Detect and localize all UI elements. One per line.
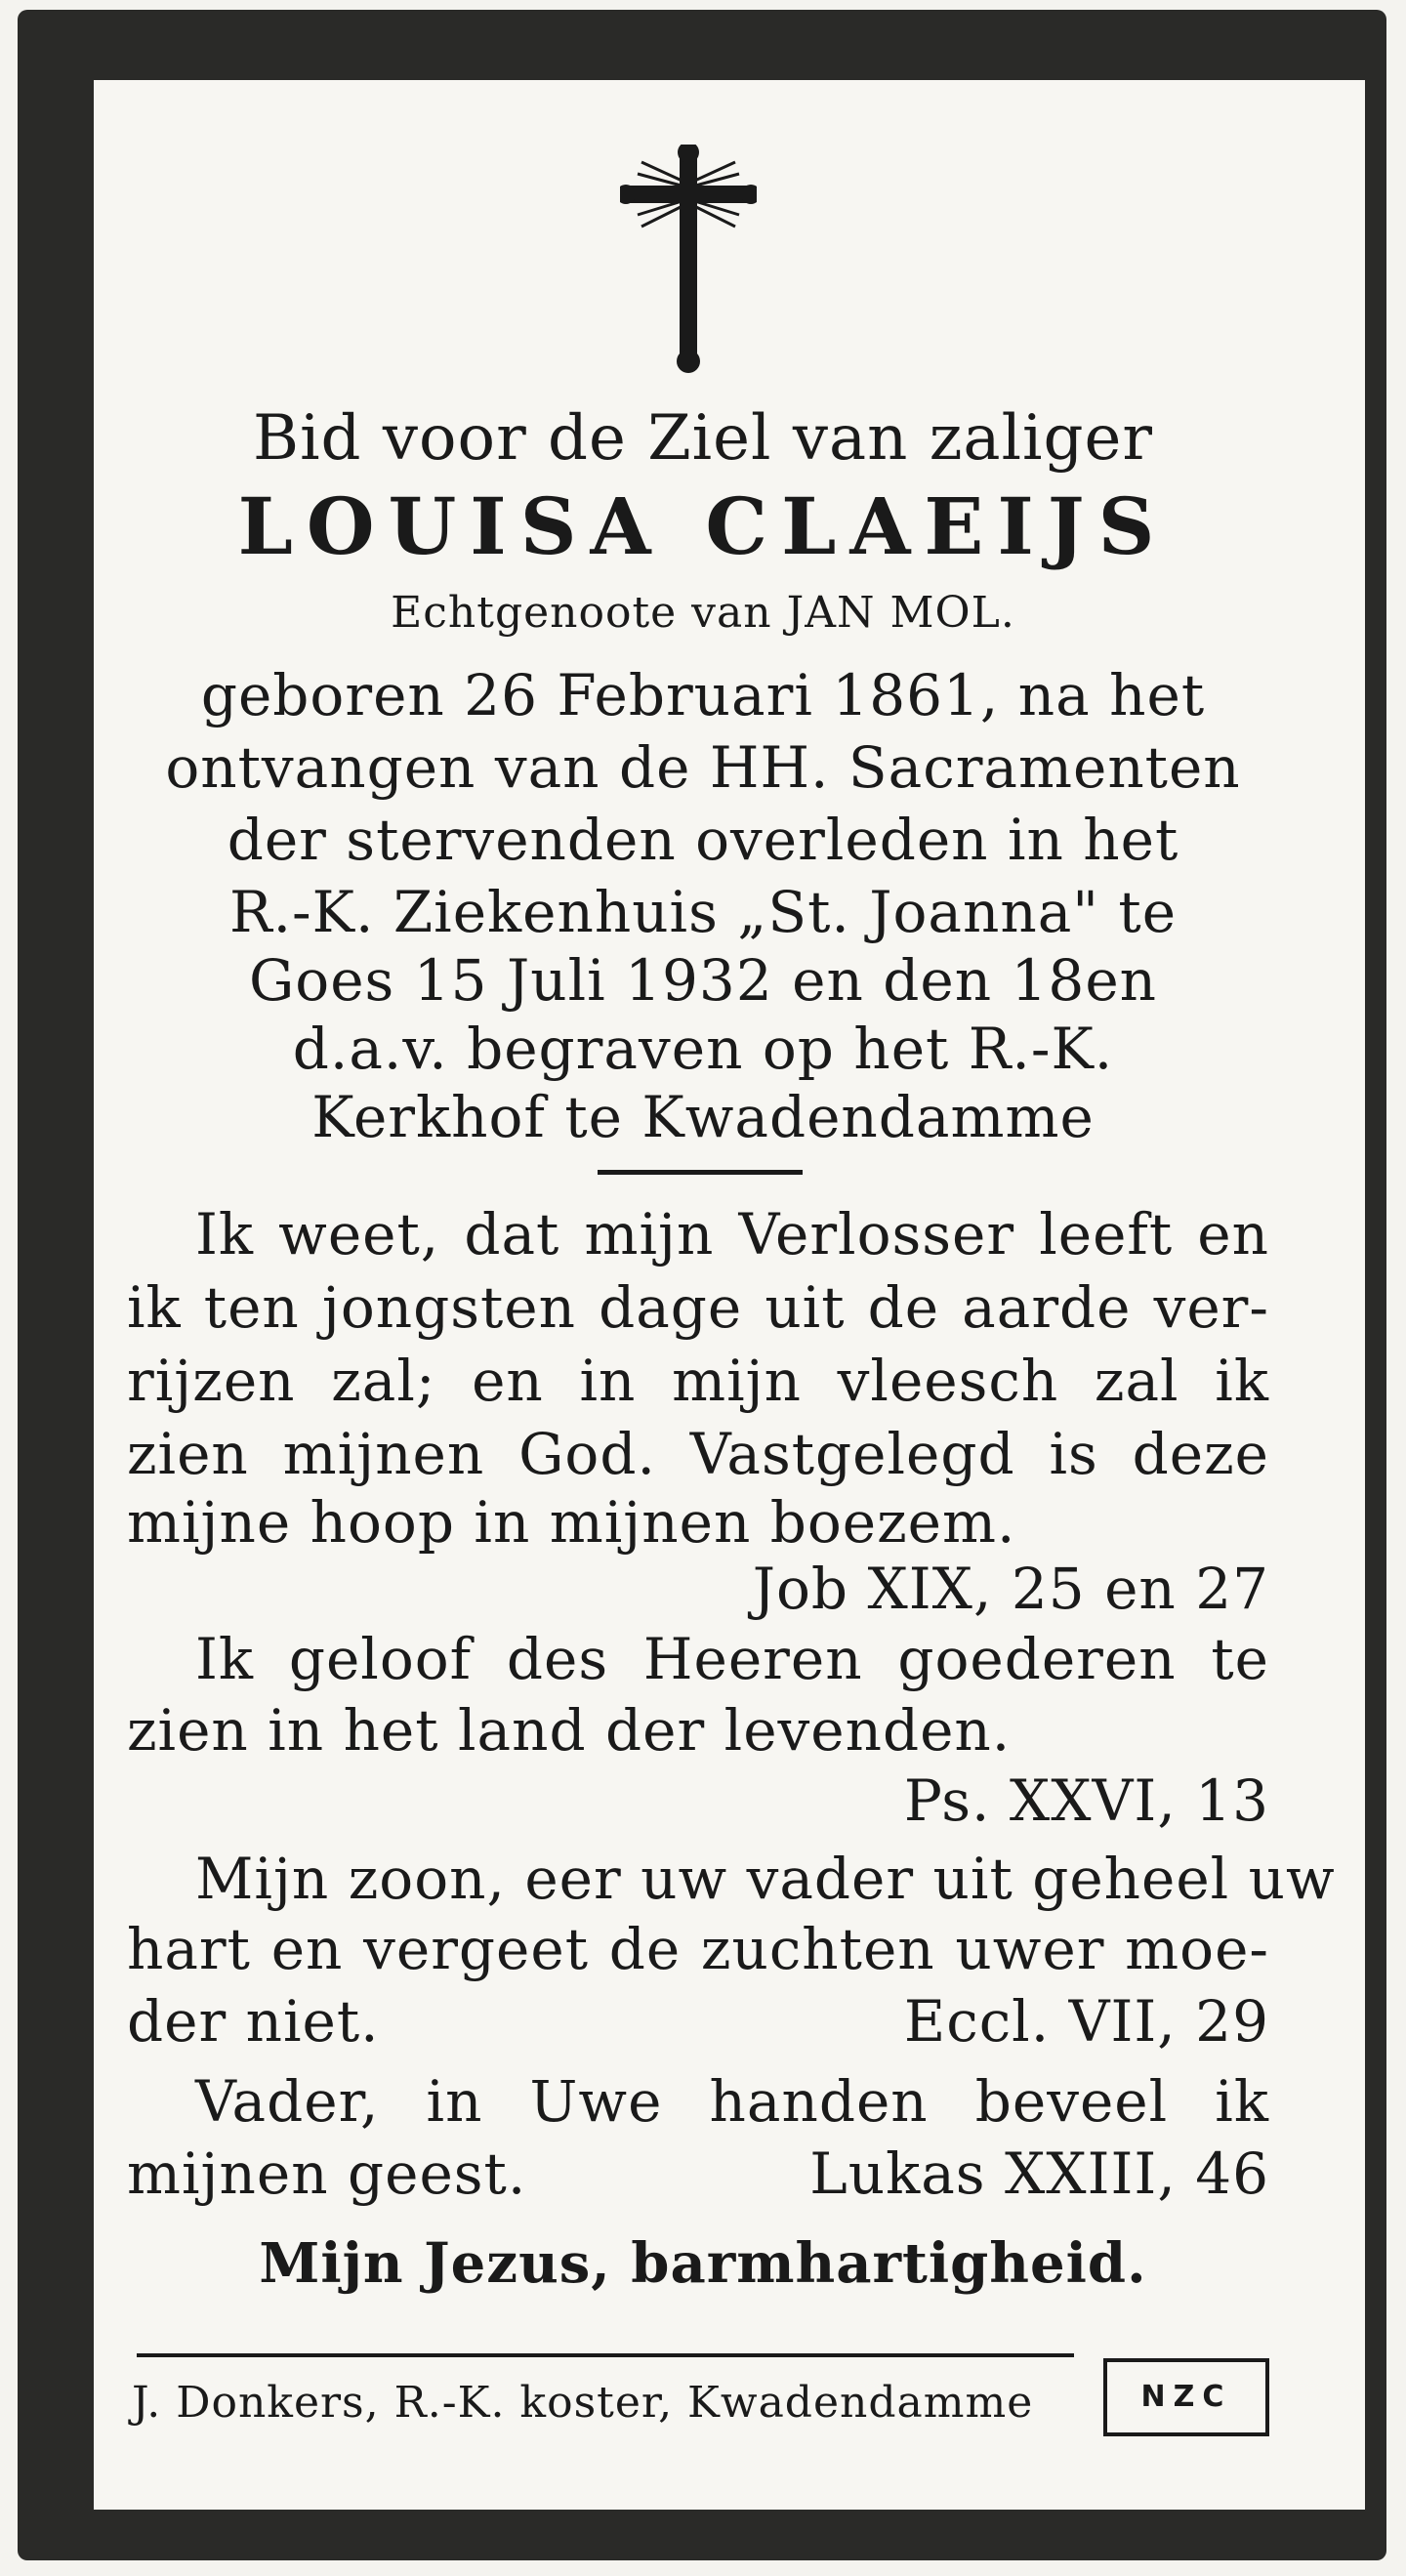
quote-line: zien in het land der levenden. [127,1697,1012,1764]
quote-line: Ik weet, dat mijn Verlosser leeft en [195,1201,1269,1267]
bio-line: der stervenden overleden in het [227,807,1179,873]
bio-line: R.-K. Ziekenhuis „St. Joanna" te [228,879,1178,945]
quote-line: Ik geloof des Heeren goederen te [195,1626,1269,1692]
quote-line: mijnen geest. [127,2140,527,2207]
intro-text: Bid voor de Ziel van zaliger [253,402,1153,475]
scripture-reference: Ps. XXVI, 13 [903,1767,1269,1834]
divider [598,1170,803,1175]
scripture-reference: Lukas XXIII, 46 [809,2140,1269,2207]
bio-line: Kerkhof te Kwadendamme [311,1084,1095,1150]
deceased-name: LOUISA CLAEIJS [237,480,1169,572]
quote-line: der niet. [127,1988,380,2055]
scripture-reference: Job XIX, 25 en 27 [752,1556,1269,1622]
quote-line: zien mijnen God. Vastgelegd is deze [127,1421,1269,1487]
radiant-cross-icon [620,145,757,374]
quote-line: rijzen zal; en in mijn vleesch zal ik [127,1348,1269,1414]
quote-line: hart en vergeet de zuchten uwer moe- [127,1916,1269,1982]
scripture-reference: Eccl. VII, 29 [903,1988,1269,2055]
printer-credit: J. Donkers, R.-K. koster, Kwadendamme [132,2378,1034,2428]
spouse-line: Echtgenoote van JAN MOL. [391,588,1015,638]
quote-line: mijne hoop in mijnen boezem. [127,1489,1016,1556]
closing-prayer: Mijn Jezus, barmhartigheid. [259,2231,1147,2296]
quote-line: Mijn zoon, eer uw vader uit geheel uw [195,1846,1336,1912]
bio-line: geboren 26 Februari 1861, na het [200,662,1206,728]
bio-line: Goes 15 Juli 1932 en den 18en [248,947,1158,1014]
quote-line: ik ten jongsten dage uit de aarde ver- [127,1274,1269,1341]
bio-line: ontvangen van de HH. Sacramenten [165,734,1241,801]
bio-line: d.a.v. begraven op het R.-K. [292,1016,1114,1082]
quote-line: Vader, in Uwe handen beveel ik [195,2068,1269,2135]
archive-stamp: NZC [1103,2358,1269,2436]
footer-divider [137,2353,1074,2357]
